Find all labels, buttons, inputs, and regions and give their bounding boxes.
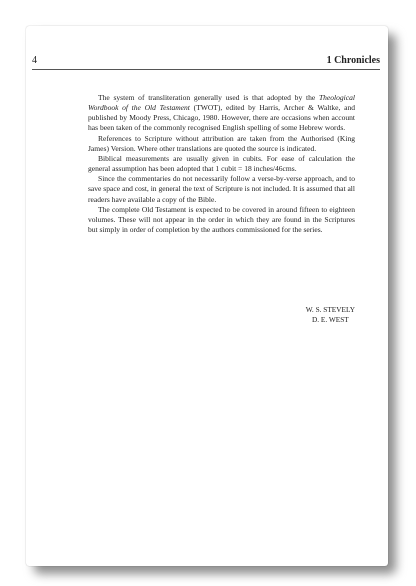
paragraph-series-completion: The complete Old Testament is expected to be covered in around fifteen to eighteen volumes. These will not appear in the order in which they are found in the Scriptures but simply in order of completion by the authors commissioned for the series. [88,204,355,235]
book-title: Theological Wordbook of the Old Testament [88,93,355,113]
running-head [32,54,380,68]
signatures [306,305,355,325]
page-number: 4 [32,55,37,66]
body-text [88,93,355,235]
paragraph-transliteration: The system of transliteration generally used is that adopted by the Theological Wordbook of the Old Testament (TWOT), edited by Harris, Archer & Waltke, and published by Moody Press, Chicago, 1980. However, there are occasions when account has been taken of the commonly recognised English spelling of some Hebrew words. [88,93,355,133]
paragraph-commentary-approach: Since the commentaries do not necessarily follow a verse-by-verse approach, and to save space and cost, in general the text of Scripture is not included. It is assumed that all readers have available a copy of the Bible. [88,174,355,204]
signature-west: D. E. WEST [311,315,349,324]
paragraph-measurements: Biblical measurements are usually given in cubits. For ease of calculation the general assumption has been adopted that 1 cubit = 18 inches/46cms. [88,153,355,174]
book-page [26,26,388,566]
running-title: 1 Chronicles [326,55,380,66]
signature-stevely: W. S. STEVELY [305,305,355,314]
header-rule [32,69,380,70]
paragraph-scripture-references: References to Scripture without attribution are taken from the Authorised (King James) Version. Where other translations are quoted the source is indicated. [88,133,355,153]
